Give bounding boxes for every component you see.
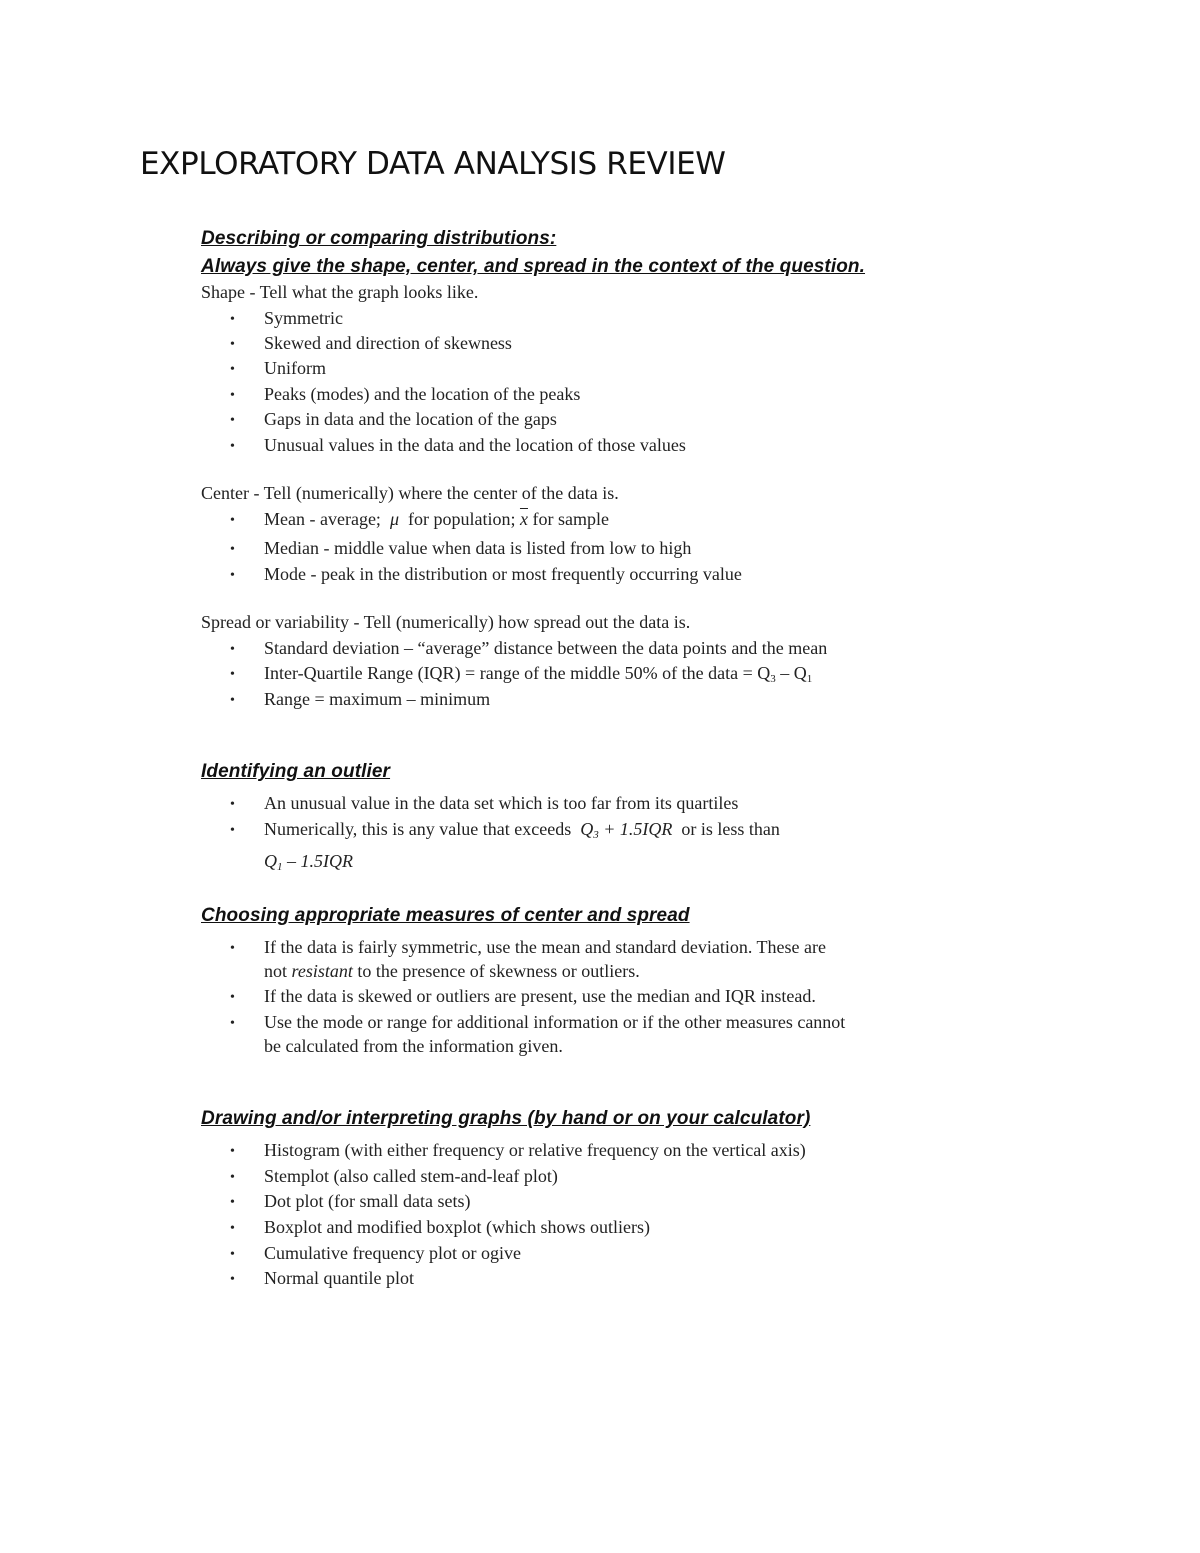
list-item: • An unusual value in the data set which is too far from its quartiles bbox=[230, 793, 739, 813]
list-item: • Use the mode or range for additional information or if the other measures cannot bbox=[230, 1012, 846, 1032]
section-heading-outlier: Identifying an outlier bbox=[201, 761, 391, 782]
bullet-icon: • bbox=[230, 1016, 235, 1031]
list-item: • Range = maximum – minimum bbox=[230, 689, 491, 709]
section-heading-distributions: Describing or comparing distributions: bbox=[201, 228, 557, 249]
bullet-icon: • bbox=[230, 1247, 235, 1262]
list-item: • If the data is fairly symmetric, use the mean and standard deviation. These are bbox=[230, 937, 826, 957]
list-item: • Uniform bbox=[230, 358, 326, 378]
emphasis-resistant: resistant bbox=[291, 961, 353, 981]
x-bar-symbol: $\overline{x}$ bbox=[519, 509, 528, 529]
section-subheading-shape-center-spread: Always give the shape, center, and spread in the context of the question. bbox=[201, 256, 866, 277]
bullet-icon: • bbox=[230, 990, 235, 1005]
upper-fence-formula: $Q_3 + 1.5IQR$ bbox=[580, 819, 673, 841]
list-item-continuation: be calculated from the information given. bbox=[264, 1036, 563, 1056]
list-item: • Standard deviation – “average” distance between the data points and the mean bbox=[230, 638, 828, 658]
bullet-icon: • bbox=[230, 439, 235, 454]
bullet-icon: • bbox=[230, 542, 235, 557]
list-item: • Stemplot (also called stem-and-leaf plot) bbox=[230, 1166, 558, 1186]
list-item: • Boxplot and modified boxplot (which shows outliers) bbox=[230, 1217, 650, 1237]
list-item: • Skewed and direction of skewness bbox=[230, 333, 512, 353]
bullet-icon: • bbox=[230, 1221, 235, 1236]
list-item: • Median - middle value when data is listed from low to high bbox=[230, 538, 692, 558]
bullet-icon: • bbox=[230, 513, 235, 528]
list-item: • If the data is skewed or outliers are present, use the median and IQR instead. bbox=[230, 986, 816, 1006]
list-item: • Histogram (with either frequency or relative frequency on the vertical axis) bbox=[230, 1140, 806, 1160]
bullet-icon: • bbox=[230, 693, 235, 708]
bullet-icon: • bbox=[230, 1195, 235, 1210]
list-item: • Peaks (modes) and the location of the peaks bbox=[230, 384, 581, 404]
list-item: • Mode - peak in the distribution or most frequently occurring value bbox=[230, 564, 742, 584]
bullet-icon: • bbox=[230, 667, 235, 682]
bullet-icon: • bbox=[230, 362, 235, 377]
section-heading-graphs: Drawing and/or interpreting graphs (by hand or on your calculator) bbox=[201, 1108, 811, 1129]
bullet-icon: • bbox=[230, 388, 235, 403]
bullet-icon: • bbox=[230, 413, 235, 428]
section-heading-measures: Choosing appropriate measures of center and spread bbox=[201, 905, 690, 926]
list-item: • Normal quantile plot bbox=[230, 1268, 414, 1288]
bullet-icon: • bbox=[230, 797, 235, 812]
lower-fence-formula: $Q_1 - 1.5IQR$ bbox=[264, 851, 353, 873]
center-intro: Center - Tell (numerically) where the center of the data is. bbox=[201, 483, 619, 503]
bullet-icon: • bbox=[230, 642, 235, 657]
list-item: • Dot plot (for small data sets) bbox=[230, 1191, 471, 1211]
list-item-iqr: • Inter-Quartile Range (IQR) = range of the middle 50% of the data = $Q_3 - Q_1$ bbox=[230, 663, 813, 685]
list-item-continuation: not resistant to the presence of skewness or outliers. bbox=[264, 961, 640, 981]
page-title: EXPLORATORY DATA ANALYSIS REVIEW bbox=[140, 146, 726, 182]
bullet-icon: • bbox=[230, 1144, 235, 1159]
list-item: • Symmetric bbox=[230, 308, 343, 328]
spread-intro: Spread or variability - Tell (numerically) how spread out the data is. bbox=[201, 612, 691, 632]
list-item: • Cumulative frequency plot or ogive bbox=[230, 1243, 521, 1263]
list-item: • Gaps in data and the location of the gaps bbox=[230, 409, 557, 429]
bullet-icon: • bbox=[230, 1272, 235, 1287]
list-item-mean: • Mean - average; μ for population; $\overline{x}$ for sample bbox=[230, 509, 609, 529]
list-item: • Unusual values in the data and the location of those values bbox=[230, 435, 686, 455]
list-item-outlier-rule: • Numerically, this is any value that exceeds $Q_3 + 1.5IQR$ or is less than bbox=[230, 819, 780, 841]
mu-symbol: μ bbox=[389, 509, 399, 529]
bullet-icon: • bbox=[230, 823, 235, 838]
bullet-icon: • bbox=[230, 941, 235, 956]
bullet-icon: • bbox=[230, 1170, 235, 1185]
bullet-icon: • bbox=[230, 312, 235, 327]
shape-intro: Shape - Tell what the graph looks like. bbox=[201, 282, 479, 302]
bullet-icon: • bbox=[230, 337, 235, 352]
bullet-icon: • bbox=[230, 568, 235, 583]
